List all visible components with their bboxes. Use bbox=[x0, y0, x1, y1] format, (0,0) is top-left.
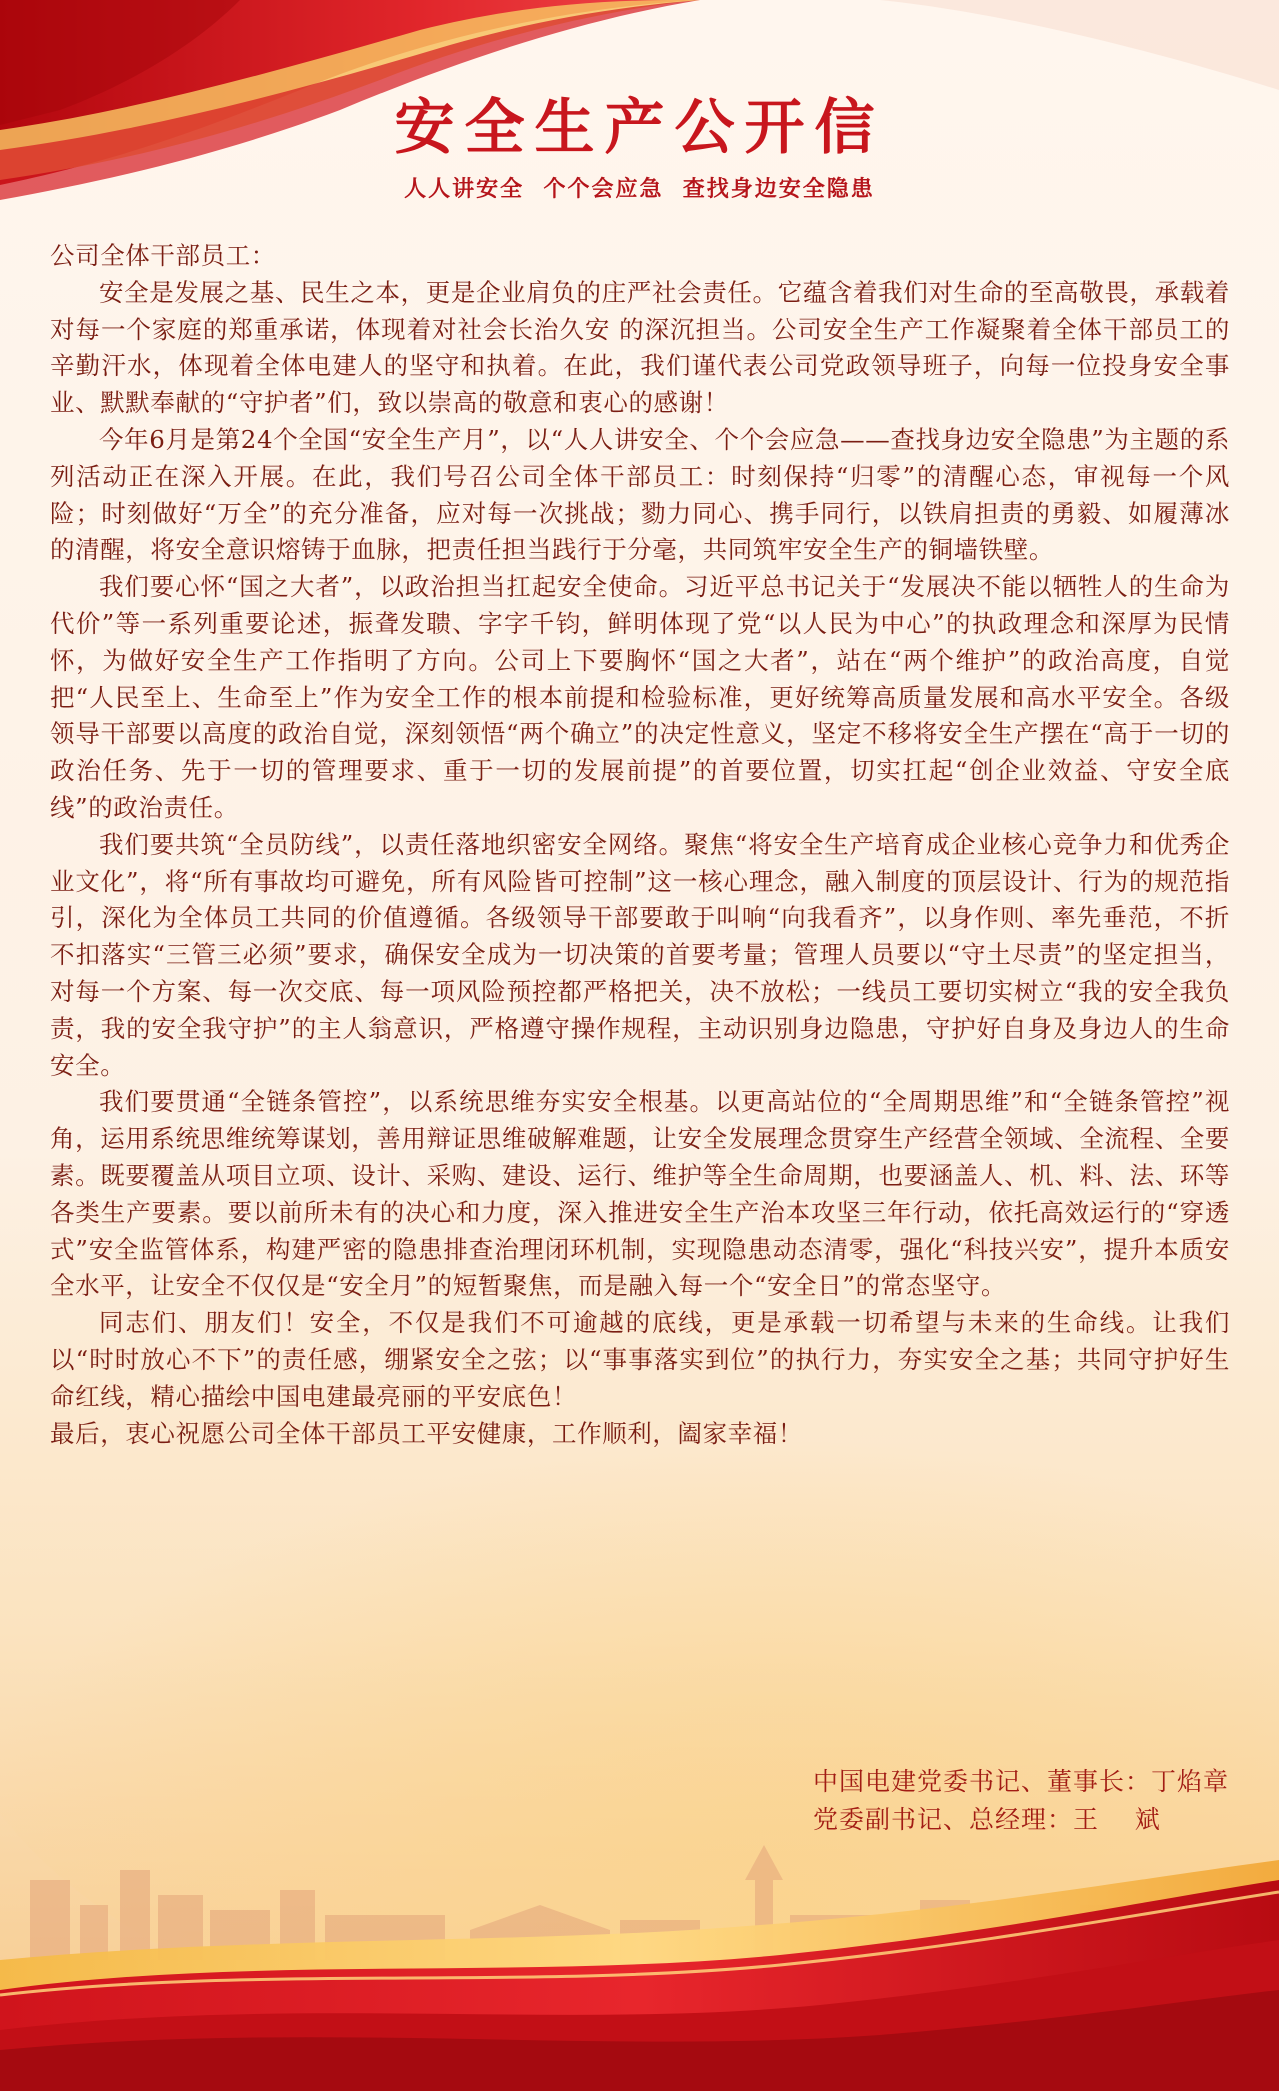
paragraph: 我们要共筑“全员防线”，以责任落地织密安全网络。聚焦“将安全生产培育成企业核心竞争力和优秀企业文化”，将“所有事故均可避免，所有风险皆可控制”这一核心理念，融入制度的顶层设计、行为的规范指引，深化为全体员工共同的价值遵循。各级领导干部要敢于叫响“向我看齐”，以身作则、率先垂范，不折不扣落实“三管三必须”要求，确保安全成为一切决策的首要考量；管理人员要以“守土尽责”的坚定担当，对每一个方案、每一次交底、每一项风险预控都严格把关，决不放松；一线员工要切实树立“我的安全我负责，我的安全我守护”的主人翁意识，严格遵守操作规程，主动识别身边隐患，守护好自身及身边人的生命安全。 bbox=[50, 829, 1230, 1080]
paragraph: 我们要贯通“全链条管控”，以系统思维夯实安全根基。以更高站位的“全周期思维”和“全链条管控”视角，运用系统思维统筹谋划，善用辩证思维破解难题，让安全发展理念贯穿生产经营全领域、全流程、全要素。既要覆盖从项目立项、设计、采购、建设、运行、维护等全生命周期，也要涵盖人、机、料、法、环等各类生产要素。要以前所未有的决心和力度，深入推进安全生产治本攻坚三年行动，依托高效运行的“穿透式”安全监管体系，构建严密的隐患排查治理闭环机制，实现隐患动态清零，强化“科技兴安”，提升本质安全水平，让安全不仅仅是“安全月”的短暂聚焦，而是融入每一个“安全日”的常态坚守。 bbox=[50, 1087, 1230, 1301]
closing-remark: 最后，衷心祝愿公司全体干部员工平安健康，工作顺利，阖家幸福！ bbox=[50, 1418, 803, 1448]
letter-body bbox=[50, 238, 1230, 1452]
signature-chairman: 中国电建党委书记、董事长：丁焰章 bbox=[812, 1767, 1229, 1796]
letter-subtitle: 人人讲安全 个个会应急 查找身边安全隐患 bbox=[404, 176, 875, 202]
paragraph: 我们要心怀“国之大者”，以政治担当扛起安全使命。习近平总书记关于“发展决不能以牺牲人的生命为代价”等一系列重要论述，振聋发聩、字字千钧，鲜明体现了党“以人民为中心”的执政理念和深厚为民情怀，为做好安全生产工作指明了方向。公司上下要胸怀“国之大者”，站在“两个维护”的政治高度，自觉把“人民至上、生命至上”作为安全工作的根本前提和检验标准，更好统筹高质量发展和高水平安全。各级领导干部要以高度的政治自觉，深刻领悟“两个确立”的决定性意义，坚定不移将安全生产摆在“高于一切的政治任务、先于一切的管理要求、重于一切的发展前提”的首要位置，切实扛起“创企业效益、守安全底线”的政治责任。 bbox=[50, 572, 1230, 822]
paragraph: 安全是发展之基、民生之本，更是企业肩负的庄严社会责任。它蕴含着我们对生命的至高敬畏，承载着对每一个家庭的郑重承诺，体现着对社会长治久安 的深沉担当。公司安全生产工作凝聚着全体干部员工的辛勤汗水，体现着全体电建人的坚守和执着。在此，我们谨代表公司党政领导班子，向每一位投身安全事业、默默奉献的“守护者”们，致以崇高的敬意和衷心的感谢！ bbox=[50, 277, 1230, 418]
paragraph: 同志们、朋友们！安全，不仅是我们不可逾越的底线，更是承载一切希望与未来的生命线。让我们以“时时放心不下”的责任感，绷紧安全之弦；以“事事落实到位”的执行力，夯实安全之基；共同守护好生命红线，精心描绘中国电建最亮丽的平安底色！ bbox=[50, 1308, 1230, 1411]
letter-title: 安全生产公开信 bbox=[394, 93, 885, 163]
signature-general-manager: 党委副书记、总经理：王 斌 bbox=[812, 1805, 1161, 1834]
paragraph: 今年6月是第24个全国“安全生产月”，以“人人讲安全、个个会应急——查找身边安全隐患”为主题的系列活动正在深入开展。在此，我们号召公司全体干部员工：时刻保持“归零”的清醒心态，审视每一个风险；时刻做好“万全”的充分准备，应对每一次挑战；勠力同心、携手同行，以铁肩担责的勇毅、如履薄冰的清醒，将安全意识熔铸于血脉，把责任担当践行于分毫，共同筑牢安全生产的铜墙铁壁。 bbox=[50, 424, 1230, 565]
signature-block bbox=[813, 1763, 1229, 1839]
salutation: 公司全体干部员工： bbox=[50, 241, 276, 270]
